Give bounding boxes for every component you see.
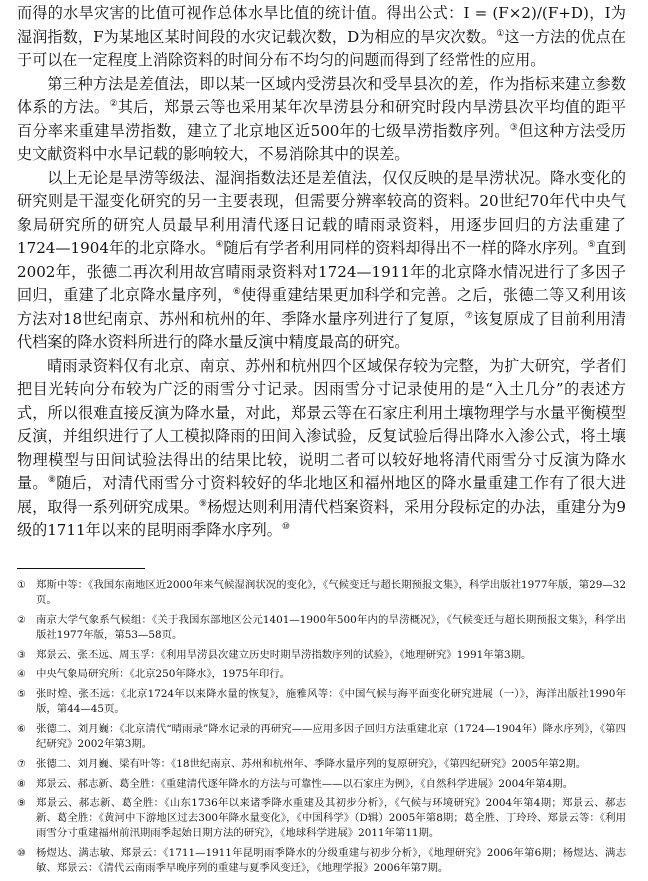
footnote-number: ① (17, 580, 26, 591)
footnote (17, 722, 626, 752)
paragraph (17, 2, 626, 73)
footnote-reference[interactable]: ⑨ (198, 498, 208, 509)
footnote-text: 杨煜达、满志敏、郑景云：《1711—1911年昆明雨季降水的分级重建与初步分析》，《地理研究》2006年第6期；杨煜达、满志敏、郑景云：《清代云南雨季早晚序列的重建与夏季风变迁》，《地理学报》2006年第7期。 (36, 847, 626, 875)
footnote-text: 郑斯中等：《我国东南地区近2000年来气候湿润状况的变化》，《气候变迁与超长期预报文集》，科学出版社1977年版，第29—32页。 (36, 579, 626, 606)
footnote (17, 667, 626, 682)
paragraph-text: 这一方法的优点在于可以在一定程度上消除资料的时间分布不均匀的问题而得到了经常性的应用。 (17, 27, 626, 69)
paragraph-text: 直到2002年，张德二再次利用故宫晴雨录资料对1724—1911年的北京降水情况进行了多因子回归，重建了北京降水量序列， (17, 239, 626, 304)
paragraph-text: 该复原成了目前利用清代档案的降水资料所进行的降水量反演中精度最高的研究。 (17, 309, 626, 351)
footnote-number: ⑨ (17, 798, 26, 810)
footnote-text: 郑景云、张丕远、周玉孚：《利用旱涝县次建立历史时期旱涝指数序列的试验》，《地理研究》1991年第3期。 (36, 648, 532, 661)
footnote-text: 张时煌、张丕远：《北京1724年以来降水量的恢复》，施雅风等：《中国气候与海平面变化研究进展（一）》，海洋出版社1990年版，第44—45页。 (36, 688, 626, 716)
footnote-number: ⑤ (17, 689, 26, 701)
footnote (17, 846, 626, 876)
footnote-number: ④ (17, 669, 26, 681)
footnote-reference[interactable]: ② (109, 98, 118, 109)
paragraph (17, 167, 626, 355)
paragraph-text: 随后，对清代雨雪分寸资料较好的华北地区和福州地区的降水量重建工作有了很大进展，取得一系列研究成果。 (17, 474, 626, 516)
footnote-reference[interactable]: ① (496, 28, 505, 39)
paragraph-text: ，I为湿润指数，F为某地区某时间段的水灾记载次数，D为相应的旱灾次数。 (17, 4, 626, 46)
footnote-number: ⑧ (17, 778, 26, 790)
footnote (17, 687, 626, 717)
footnote-number: ⑩ (17, 848, 26, 860)
footnote (17, 578, 626, 608)
paragraph-text: 第三种方法是差值法，即以某一区域内受涝县次和受旱县次的差，作为指标来建立参数体系的方法。 (17, 74, 626, 116)
paragraph-text: I = (F×2)/(F+D) (463, 4, 589, 22)
footnote-text: 张德二、刘月巍：《北京清代“晴雨录”降水记录的再研究——应用多因子回归方法重建北京（1724—1904年）降水序列》，《第四纪研究》2002年第3期。 (36, 722, 626, 750)
footnote (17, 613, 626, 643)
footnote-text: 南京大学气象系气候组：《关于我国东部地区公元1401—1900年500年内的旱涝概况》，《气候变迁与超长期预报文集》，科学出版社1977年版，第53—58页。 (36, 613, 626, 641)
paragraph-text: 而得的水旱灾害的比值可视作总体水旱比值的统计值。得出公式： (17, 4, 464, 22)
paragraph-text: 随后有学者利用同样的资料却得出不一样的降水序列。 (223, 239, 588, 257)
footnote-text: 张德二、刘月巍、梁有叶等：《18世纪南京、苏州和杭州年、季降水量序列的复原研究》，《第四纪研究》2005年第2期。 (36, 757, 587, 770)
footnote-number: ③ (17, 649, 26, 661)
footnotes (17, 578, 626, 881)
footnote-number: ② (17, 614, 26, 626)
footnote (17, 796, 626, 841)
paragraph (17, 355, 626, 543)
footnote-text: 中央气象局研究所：《北京250年降水》，1975年印行。 (36, 668, 291, 681)
paragraph-text: 使得重建结果更加科学和完善。之后，张德二等又利用该方法对18世纪南京、苏州和杭州的年、季降水量序列进行了复原， (17, 286, 626, 328)
paragraph-text: 杨煜达则利用清代档案资料，采用分段标定的办法，重建分为9级的1711年以来的昆明雨季降水序列。 (17, 497, 626, 539)
paragraph-text: 晴雨录资料仅有北京、南京、苏州和杭州四个区域保存较为完整，为扩大研究，学者们把目光转向分布较为广泛的雨雪分寸记录。因雨雪分寸记录使用的是“入土几分”的表述方式，所以很难直接反演为降水量，对此，郑景云等在石家庄利用土壤物理学与水量平衡模型反演，并组织进行了人工模拟降雨的田间入渗试验，反复试验后得出降水入渗公式，将土壤物理模型与田间试验法得出的结果比较，说明二者可以较好地将清代雨雪分寸反演为降水量。 (17, 356, 626, 492)
footnote-reference[interactable]: ⑧ (47, 474, 57, 485)
paragraph-text: 但这种方法受历史文献资料中水旱记载的影响较大，不易消除其中的误差。 (17, 121, 626, 163)
footnote-divider (17, 568, 145, 569)
footnote-reference[interactable]: ④ (215, 239, 224, 250)
footnote (17, 648, 626, 663)
body-text (17, 2, 626, 543)
footnote (17, 777, 626, 792)
paragraph-text: 以上无论是旱涝等级法、湿润指数法还是差值法，仅仅反映的是旱涝状况。降水变化的研究则是干湿变化研究的另一主要表现，但需要分辨率较高的资料。20世纪70年代中央气象局研究所的研究人员最早利用清代逐日记载的晴雨录资料，用逐步回归的方法重建了1724—1904年的北京降水。 (17, 168, 626, 257)
footnote-number: ⑦ (17, 758, 26, 770)
paragraph (17, 73, 626, 167)
footnote-reference[interactable]: ⑦ (464, 310, 474, 321)
footnote (17, 757, 626, 772)
footnote-reference[interactable]: ③ (509, 122, 519, 133)
footnote-text: 郑景云、郝志新、葛全胜：《山东1736年以来诸季降水重建及其初步分析》，《气候与环境研究》2004年第4期；郑景云、郝志新、葛全胜：《黄河中下游地区过去300年降水量变化》，《中国科学》（D辑）2005年第8期；葛全胜、丁玲玲、郑景云等：《利用雨雪分寸重建福州前汛期雨季起始日期方法的研究》，《地球科学进展》2011年第11期。 (36, 797, 626, 840)
footnote-reference[interactable]: ⑩ (281, 521, 290, 532)
footnote-reference[interactable]: ⑥ (232, 286, 242, 297)
footnote-number: ⑥ (17, 723, 26, 735)
footnote-text: 郑景云、郝志新、葛全胜：《重建清代逐年降水的方法与可靠性——以石家庄为例》，《自然科学进展》2004年第4期。 (36, 777, 573, 790)
paragraph-text: 其后，郑景云等也采用某年次旱涝县分和研究时段内旱涝县次平均值的距平百分率来重建旱涝指数，建立了北京地区近500年的七级旱涝指数序列。 (17, 98, 626, 140)
footnote-reference[interactable]: ⑤ (587, 239, 596, 250)
